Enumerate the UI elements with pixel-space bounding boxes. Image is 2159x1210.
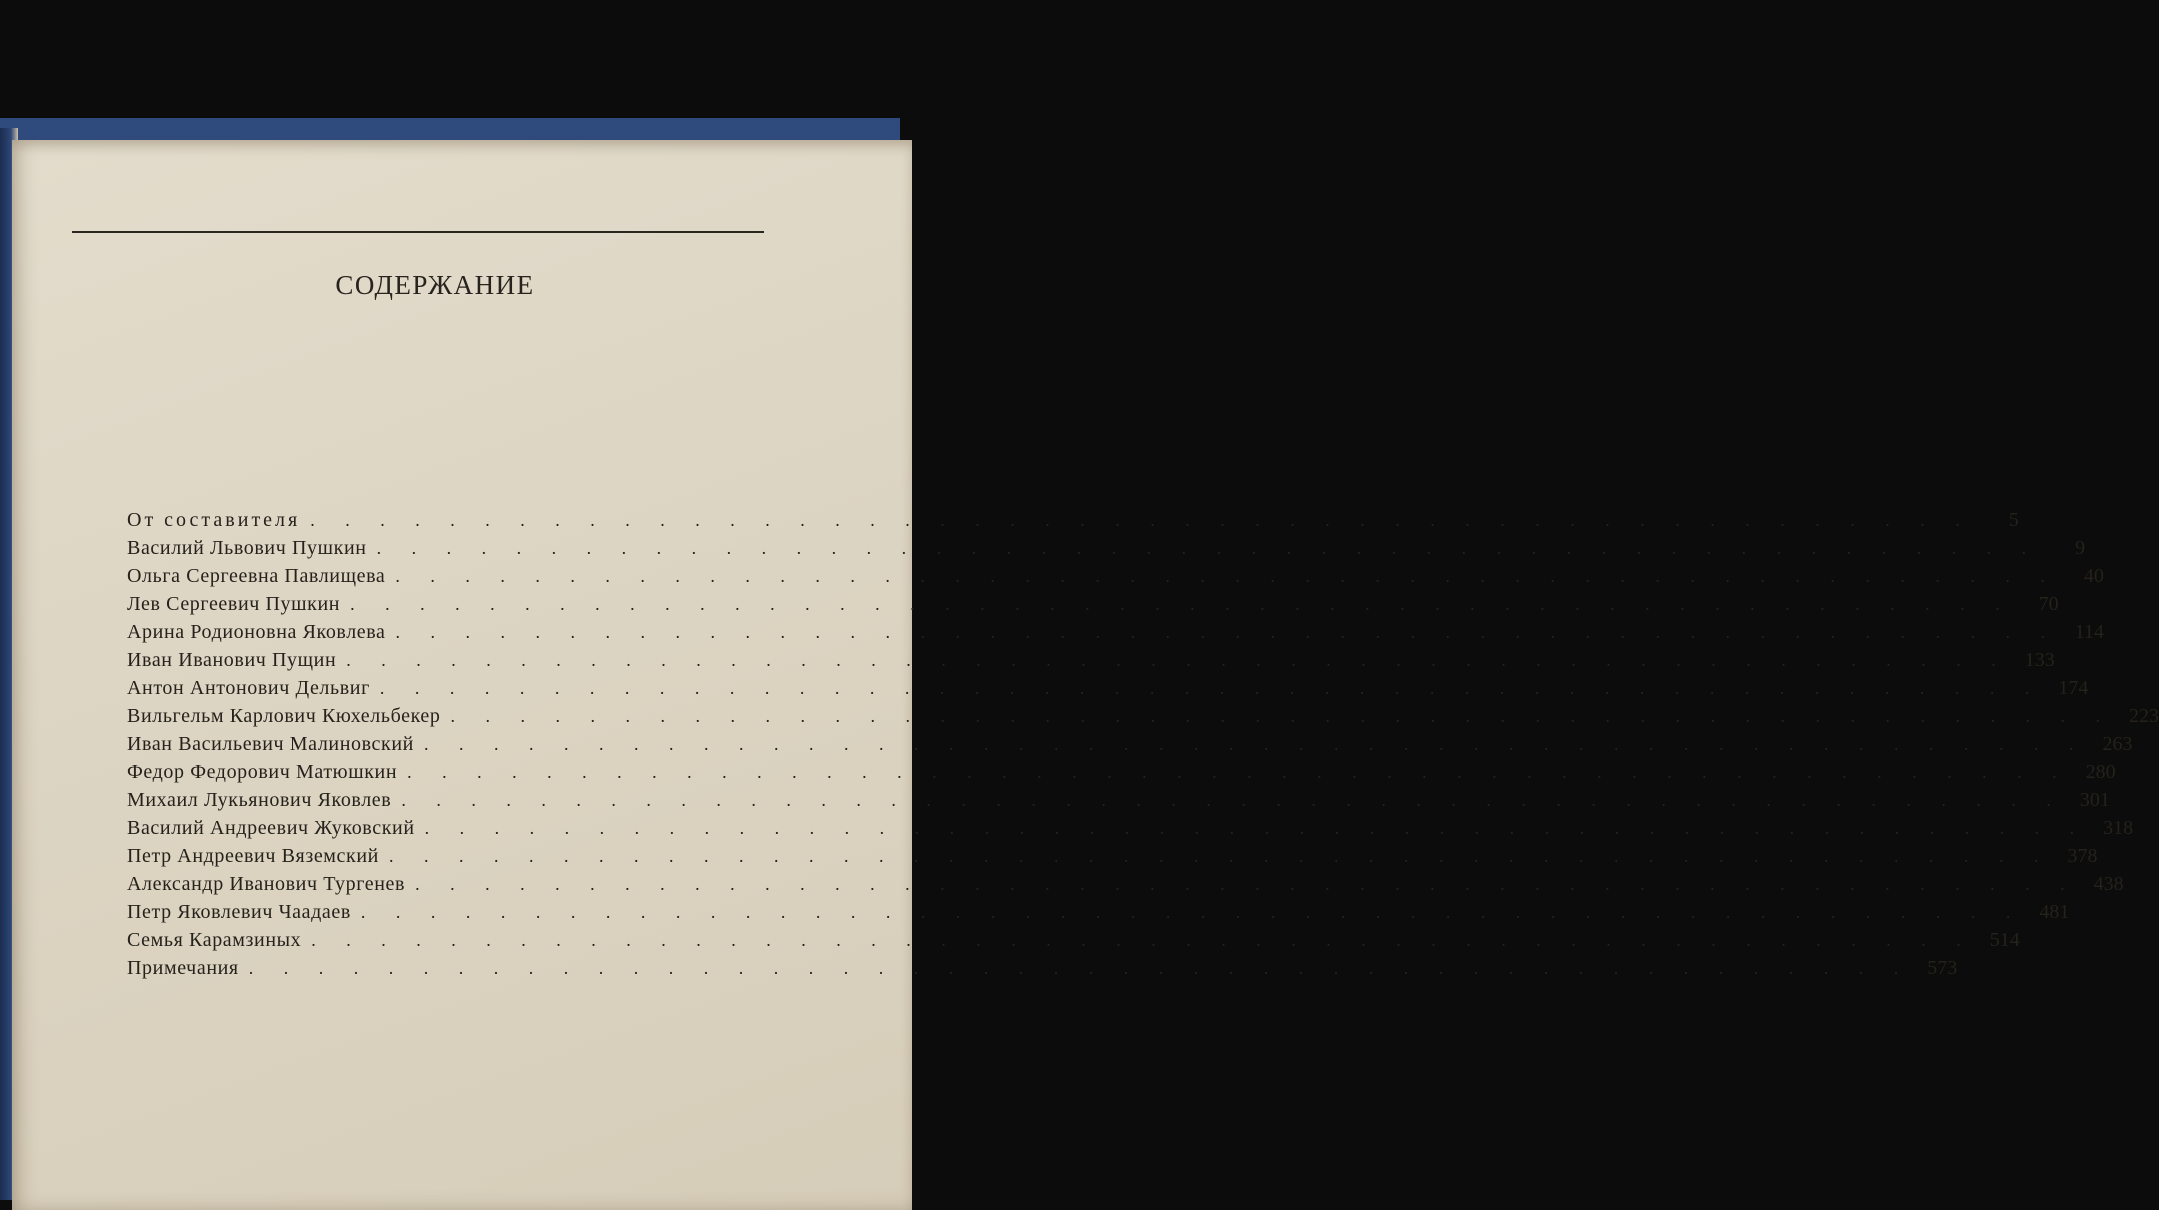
toc-entry-page-number: 263 [2102, 733, 2133, 755]
contents-heading: СОДЕРЖАНИЕ [335, 270, 535, 300]
toc-entry-page-number: 40 [2083, 565, 2104, 587]
toc-entry-title: От составителя [127, 509, 301, 531]
toc-entry [127, 842, 2098, 870]
toc-entry [127, 926, 2020, 954]
header-rule [72, 231, 764, 233]
toc-entry-page-number: 301 [2079, 789, 2110, 811]
toc-entry [127, 758, 2116, 786]
toc-dot-leader: . . . . . . . . . . . . . . . . . . . . . . . . . . . . . . . . . . . . . . . . . . . . . . . . [395, 566, 2058, 586]
toc-entry-title: Александр Иванович Тургенев [127, 873, 406, 895]
toc-dot-leader: . . . . . . . . . . . . . . . . . . . . . . . . . . . . . . . . . . . . . . . . . . . . . . . . [407, 762, 2070, 782]
toc-dot-leader: . . . . . . . . . . . . . . . . . . . . . . . . . . . . . . . . . . . . . . . . . . . . . . . . [423, 734, 2087, 754]
toc-entry-page-number: 223 [2128, 705, 2159, 727]
toc-entry-title: Петр Яковлевич Чаадаев [127, 901, 351, 923]
toc-entry-title: Антон Антонович Дельвиг [127, 677, 370, 699]
toc-entry [127, 674, 2089, 702]
table-of-contents [127, 506, 2159, 982]
toc-dot-leader: . . . . . . . . . . . . . . . . . . . . . . . . . . . . . . . . . . . . . . . . . . . . . . . . [415, 874, 2078, 894]
toc-entry-page-number: 70 [2038, 593, 2059, 615]
toc-entry [127, 702, 2159, 730]
toc-entry-page-number: 9 [2075, 537, 2086, 559]
toc-entry-page-number: 378 [2067, 845, 2098, 867]
toc-entry [127, 786, 2110, 814]
toc-entry-page-number: 280 [2085, 761, 2116, 783]
toc-entry [127, 730, 2133, 758]
toc-entry-title: Федор Федорович Матюшкин [127, 761, 398, 783]
toc-dot-leader: . . . . . . . . . . . . . . . . . . . . . . . . . . . . . . . . . . . . . . . . . . . . . . . . [310, 510, 1973, 530]
toc-entry-title: Михаил Лукьянович Яковлев [127, 789, 392, 811]
toc-entry [127, 870, 2124, 898]
toc-entry-title: Ольга Сергеевна Павлищева [127, 565, 386, 587]
toc-entry-title: Петр Андреевич Вяземский [127, 845, 379, 867]
toc-entry-page-number: 481 [2039, 901, 2070, 923]
toc-entry-title: Иван Васильевич Малиновский [127, 733, 414, 755]
toc-dot-leader: . . . . . . . . . . . . . . . . . . . . . . . . . . . . . . . . . . . . . . . . . . . . . . . . [376, 538, 2040, 558]
toc-entry-page-number: 174 [2058, 677, 2089, 699]
toc-entry [127, 506, 2019, 534]
toc-entry-title: Лев Сергеевич Пушкин [127, 593, 341, 615]
toc-dot-leader: . . . . . . . . . . . . . . . . . . . . . . . . . . . . . . . . . . . . . . . . . . . . . . . . [450, 706, 2113, 726]
toc-dot-leader: . . . . . . . . . . . . . . . . . . . . . . . . . . . . . . . . . . . . . . . . . . . . . . . . [360, 902, 2024, 922]
toc-entry-page-number: 573 [1927, 957, 1958, 979]
toc-entry-title: Арина Родионовна Яковлева [127, 621, 386, 643]
toc-entry [127, 646, 2055, 674]
toc-dot-leader: . . . . . . . . . . . . . . . . . . . . . . . . . . . . . . . . . . . . . . . . . . . . . . . . [346, 650, 2009, 670]
toc-dot-leader: . . . . . . . . . . . . . . . . . . . . . . . . . . . . . . . . . . . . . . . . . . . . . . . . [401, 790, 2064, 810]
toc-dot-leader: . . . . . . . . . . . . . . . . . . . . . . . . . . . . . . . . . . . . . . . . . . . . . . . . [424, 818, 2088, 838]
toc-entry-title: Семья Карамзиных [127, 929, 302, 951]
toc-dot-leader: . . . . . . . . . . . . . . . . . . . . . . . . . . . . . . . . . . . . . . . . . . . . . . . . [248, 958, 1912, 978]
toc-entry-page-number: 318 [2103, 817, 2134, 839]
toc-entry [127, 534, 2086, 562]
toc-entry [127, 618, 2105, 646]
toc-entry-title: Василий Андреевич Жуковский [127, 817, 415, 839]
toc-entry-title: Василий Львович Пушкин [127, 537, 367, 559]
toc-entry-title: Примечания [127, 957, 239, 979]
toc-entry-page-number: 114 [2074, 621, 2105, 643]
toc-entry [127, 898, 2070, 926]
toc-entry-page-number: 5 [2008, 509, 2019, 531]
toc-entry-title: Иван Иванович Пущин [127, 649, 337, 671]
toc-entry [127, 562, 2104, 590]
toc-dot-leader: . . . . . . . . . . . . . . . . . . . . . . . . . . . . . . . . . . . . . . . . . . . . . . . . [350, 594, 2013, 614]
toc-entry [127, 954, 1958, 982]
toc-entry [127, 814, 2134, 842]
toc-entry-page-number: 133 [2024, 649, 2055, 671]
toc-entry-title: Вильгельм Карлович Кюхельбекер [127, 705, 441, 727]
toc-dot-leader: . . . . . . . . . . . . . . . . . . . . . . . . . . . . . . . . . . . . . . . . . . . . . . . . [395, 622, 2059, 642]
toc-entry-page-number: 514 [1989, 929, 2020, 951]
toc-dot-leader: . . . . . . . . . . . . . . . . . . . . . . . . . . . . . . . . . . . . . . . . . . . . . . . . [379, 678, 2043, 698]
toc-dot-leader: . . . . . . . . . . . . . . . . . . . . . . . . . . . . . . . . . . . . . . . . . . . . . . . . [311, 930, 1974, 950]
toc-entry-page-number: 438 [2093, 873, 2124, 895]
toc-dot-leader: . . . . . . . . . . . . . . . . . . . . . . . . . . . . . . . . . . . . . . . . . . . . . . . . [388, 846, 2052, 866]
toc-entry [127, 590, 2059, 618]
